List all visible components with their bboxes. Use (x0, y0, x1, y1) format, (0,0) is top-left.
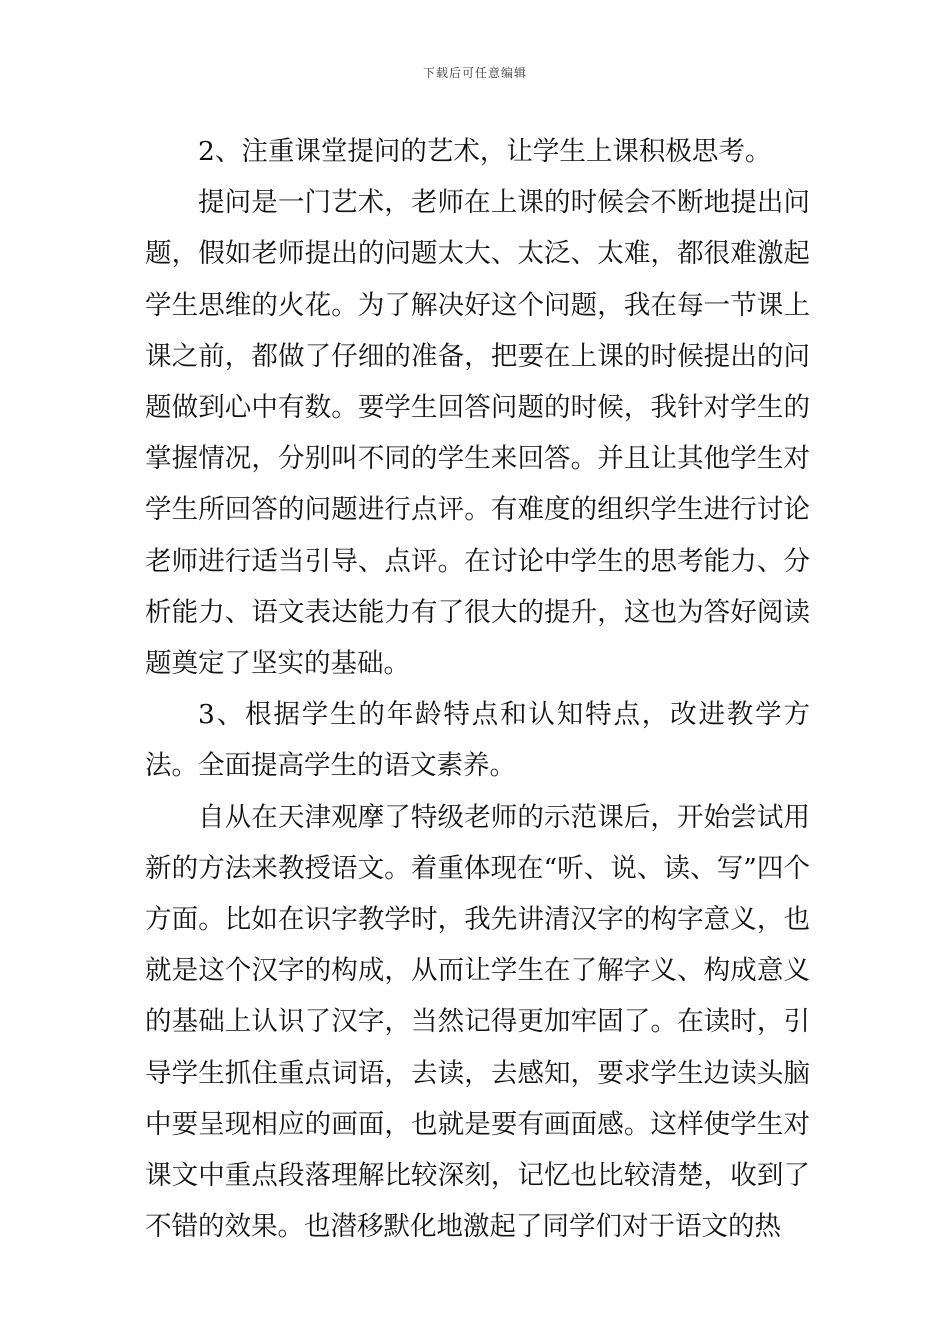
page-header-note: 下载后可任意编辑 (422, 66, 527, 80)
section-heading-3: 3、根据学生的年龄特点和认知特点，改进教学方法。全面提高学生的语文素养。 (145, 699, 810, 782)
paragraph-questioning: 提问是一门艺术，老师在上课的时候会不断地提出问题，假如老师提出的问题太大、太泛、太难，都很难激起学生思维的火花。为了解决好这个问题，我在每一节课上课之前，都做了仔细的准备，把要在上课的时候提出的问题做到心中有数。要学生回答问题的时候，我针对学生的掌握情况，分别叫不同的学生来回答。并且让其他学生对学生所回答的问题进行点评。有难度的组织学生进行讨论老师进行适当引导、点评。在讨论中学生的思考能力、分析能力、语文表达能力有了很大的提升，这也为答好阅读题奠定了坚实的基础。 (145, 187, 810, 680)
section-heading-2: 2、注重课堂提问的艺术，让学生上课积极思考。 (198, 136, 772, 167)
paragraph-teaching-methods: 自从在天津观摩了特级老师的示范课后，开始尝试用新的方法来教授语文。着重体现在“听、说、读、写”四个方面。比如在识字教学时，我先讲清汉字的构字意义，也就是这个汉字的构成，从而让学生在了解字义、构成意义的基础上认识了汉字，当然记得更加牢固了。在读时，引导学生抓住重点词语，去读，去感知，要求学生边读头脑中要呈现相应的画面，也就是要有画面感。这样使学生对课文中重点段落理解比较深刻，记忆也比较清楚，收到了不错的效果。也潜移默化地激起了同学们对于语文的热 (145, 801, 810, 1243)
document-body (145, 126, 810, 1252)
